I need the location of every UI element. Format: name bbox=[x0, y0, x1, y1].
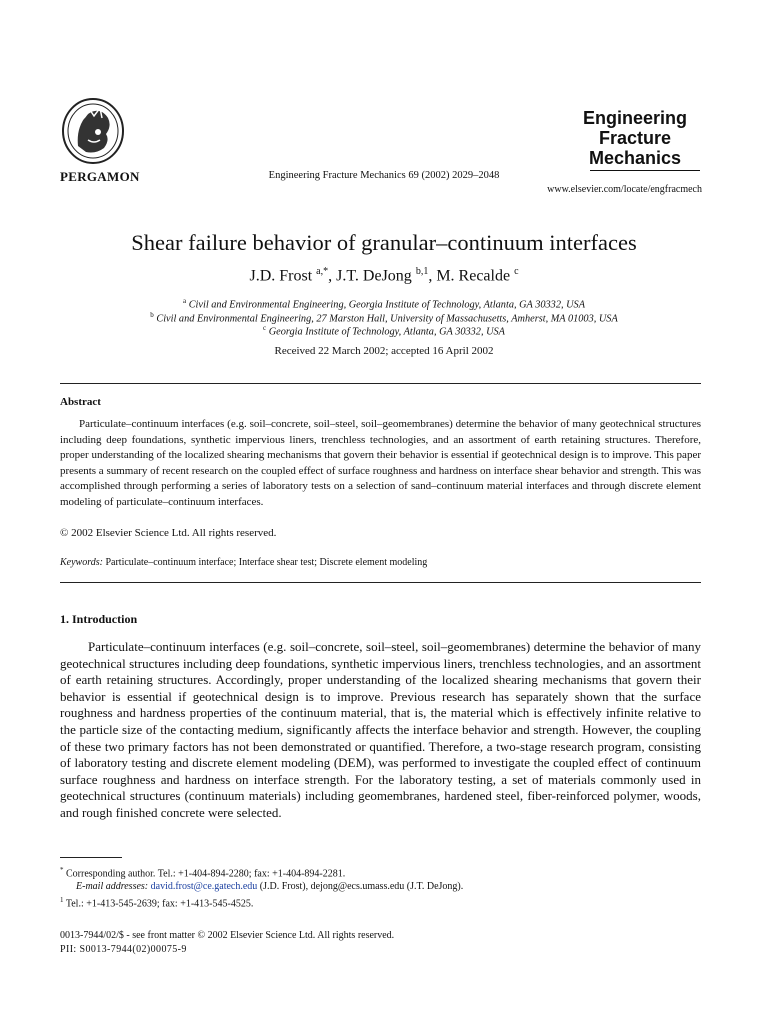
author-affiliation-mark: a,* bbox=[316, 266, 329, 277]
footnote-mark: 1 bbox=[60, 896, 64, 904]
keywords-text: Particulate–continuum interface; Interface shear test; Discrete element modeling bbox=[105, 557, 428, 568]
front-matter-copyright: 0013-7944/02/$ - see front matter © 2002 Elsevier Science Ltd. All rights reserved. bbox=[60, 930, 395, 941]
pii: PII: S0013-7944(02)00075-9 bbox=[60, 944, 187, 955]
footnote-text: Tel.: +1-413-545-2639; fax: +1-413-545-4525. bbox=[65, 898, 254, 910]
journal-title-divider bbox=[590, 170, 700, 171]
author-separator: , bbox=[328, 267, 337, 285]
publisher-logo bbox=[60, 96, 126, 166]
journal-title bbox=[560, 108, 710, 168]
author-separator: , bbox=[428, 267, 437, 285]
footnote-1 bbox=[60, 896, 253, 909]
footnote-text: Corresponding author. Tel.: +1-404-894-2280; fax: +1-404-894-2281. bbox=[66, 868, 346, 880]
affiliation-mark: b bbox=[150, 311, 154, 319]
keywords-label: Keywords: bbox=[60, 557, 103, 568]
journal-citation: Engineering Fracture Mechanics 69 (2002) 2029–2048 bbox=[268, 170, 500, 181]
abstract-copyright: © 2002 Elsevier Science Ltd. All rights reserved. bbox=[60, 527, 277, 539]
email-owner: (J.T. DeJong). bbox=[404, 881, 464, 892]
email-label: E-mail addresses: bbox=[76, 881, 149, 892]
footnote-emails bbox=[76, 881, 463, 892]
footnote-mark: * bbox=[60, 866, 64, 874]
affiliation-mark: c bbox=[263, 324, 267, 332]
abstract-top-rule bbox=[60, 383, 701, 384]
abstract-body bbox=[60, 417, 701, 510]
affiliation bbox=[0, 311, 768, 324]
abstract-bottom-rule bbox=[60, 582, 701, 583]
keywords bbox=[60, 557, 427, 568]
author-affiliation-mark: b,1 bbox=[415, 266, 429, 277]
introduction-body bbox=[60, 639, 701, 822]
footnote-corresponding bbox=[60, 866, 345, 879]
email-link[interactable]: dejong@ecs.umass.edu bbox=[310, 881, 405, 892]
journal-title-line: Fracture bbox=[598, 128, 672, 148]
introduction-paragraph: Particulate–continuum interfaces (e.g. soil–concrete, soil–steel, soil–geomembranes) determine the behavior of many geotechnical structures including deep foundations, synthetic impervious liners, trenchless technologies, and an assortment of earth retaining structures. Accordingly, proper understanding of the localized shearing mechanisms that govern their behavior is essential if geotechnical design is to improve. Previous research has separately shown that the surface roughness and hardness properties of the continuum material, that is, the material which is effectively infinite relative to the particle size of the contacting medium, significantly affects the interface behavior and strength. However, the coupling of these two primary factors has not been demonstrated or quantified. Therefore, a two-stage research program, consisting of laboratory testing and discrete element modeling (DEM), was performed to investigate the coupled effect of continuum surface roughness and hardness on interface strength. For the laboratory testing, a set of materials commonly used in geotechnical structures (continuum materials) including geomembranes, hardened steel, fiber-reinforced polymer, woods, and rough finished concrete were selected. bbox=[60, 639, 701, 820]
affiliation-text: Civil and Environmental Engineering, 27 Marston Hall, University of Massachusetts, Amherst, MA 01003, USA bbox=[156, 313, 618, 325]
journal-url-link[interactable]: www.elsevier.com/locate/engfracmech bbox=[547, 184, 702, 195]
author-name: J.D. Frost bbox=[249, 267, 313, 285]
section-heading: 1. Introduction bbox=[60, 612, 138, 626]
abstract-paragraph: Particulate–continuum interfaces (e.g. soil–concrete, soil–steel, soil–geomembranes) determine the behavior of many geotechnical structures including deep foundations, synthetic impervious liners, trenchless technologies, and an assortment of earth retaining structures. Therefore, proper understanding of the localized shearing mechanisms that govern their behavior is essential if geotechnical design is to improve. This paper presents a summary of recent research on the coupled effect of surface roughness and hardness on interface shear behavior and strength. This was accomplished through performing a series of laboratory tests on a selection of sand–continuum material interfaces and through discrete element modeling of particulate–continuum interfaces. bbox=[60, 418, 701, 508]
affiliation bbox=[0, 324, 768, 337]
author-list bbox=[0, 266, 768, 285]
footnote-rule bbox=[60, 857, 122, 858]
affiliation bbox=[0, 297, 768, 310]
affiliation-text: Georgia Institute of Technology, Atlanta, GA 30332, USA bbox=[268, 326, 505, 338]
author-affiliation-mark: c bbox=[514, 266, 519, 277]
publisher-name: PERGAMON bbox=[60, 169, 140, 184]
affiliation-mark: a bbox=[183, 297, 187, 305]
received-dates: Received 22 March 2002; accepted 16 April 2002 bbox=[274, 345, 494, 357]
article-title: Shear failure behavior of granular–continuum interfaces bbox=[131, 230, 637, 255]
journal-title-line: Engineering bbox=[582, 108, 687, 128]
author-name: M. Recalde bbox=[436, 267, 511, 285]
email-owner: (J.D. Frost), bbox=[257, 881, 311, 892]
abstract-heading: Abstract bbox=[60, 396, 101, 408]
email-link[interactable]: david.frost@ce.gatech.edu bbox=[150, 881, 258, 892]
affiliation-text: Civil and Environmental Engineering, Georgia Institute of Technology, Atlanta, GA 30332, USA bbox=[188, 299, 585, 311]
author-name: J.T. DeJong bbox=[336, 267, 412, 285]
journal-title-line: Mechanics bbox=[588, 148, 682, 168]
